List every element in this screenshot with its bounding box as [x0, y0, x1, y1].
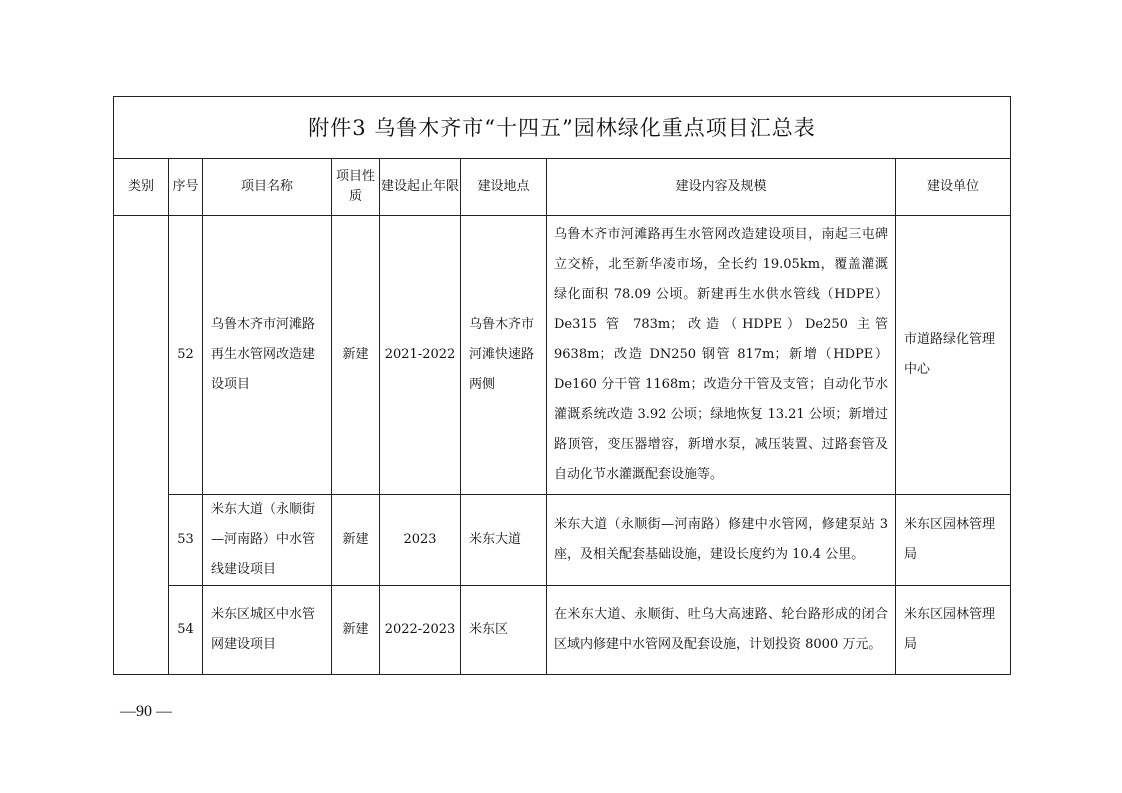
row-number: 54 [169, 586, 203, 675]
row-nature: 新建 [332, 495, 380, 586]
row-location: 米东区 [461, 586, 547, 675]
row-content: 在米东大道、永顺街、吐乌大高速路、轮台路形成的闭合区域内修建中水管网及配套设施，计划投资 8000 万元。 [547, 586, 896, 675]
row-number: 52 [169, 216, 203, 495]
category-cell [114, 216, 169, 675]
header-period: 建设起止年限 [380, 159, 461, 216]
row-nature: 新建 [332, 586, 380, 675]
table-row [114, 495, 1011, 586]
table-header-row [114, 159, 1011, 216]
row-content: 米东大道（永顺街—河南路）修建中水管网，修建泵站 3 座，及相关配套基础设施，建设长度约为 10.4 公里。 [547, 495, 896, 586]
project-summary-sheet [113, 96, 1010, 675]
row-period: 2022-2023 [380, 586, 461, 675]
header-name: 项目名称 [203, 159, 332, 216]
row-project-name: 米东大道（永顺街—河南路）中水管线建设项目 [203, 495, 332, 586]
row-project-name: 米东区城区中水管网建设项目 [203, 586, 332, 675]
header-number: 序号 [169, 159, 203, 216]
table-title: 附件3 乌鲁木齐市“十四五”园林绿化重点项目汇总表 [114, 97, 1011, 159]
header-category: 类别 [114, 159, 169, 216]
project-summary-table [113, 96, 1011, 675]
row-period: 2021-2022 [380, 216, 461, 495]
row-number: 53 [169, 495, 203, 586]
page-number: —90 — [120, 703, 172, 720]
row-nature: 新建 [332, 216, 380, 495]
row-location: 米东大道 [461, 495, 547, 586]
row-project-name: 乌鲁木齐市河滩路再生水管网改造建设项目 [203, 216, 332, 495]
row-unit: 米东区园林管理局 [896, 495, 1011, 586]
row-unit: 米东区园林管理局 [896, 586, 1011, 675]
table-row [114, 216, 1011, 495]
table-row [114, 586, 1011, 675]
row-period: 2023 [380, 495, 461, 586]
header-content: 建设内容及规模 [547, 159, 896, 216]
header-location: 建设地点 [461, 159, 547, 216]
header-unit: 建设单位 [896, 159, 1011, 216]
row-content: 乌鲁木齐市河滩路再生水管网改造建设项目，南起三屯碑立交桥，北至新华凌市场，全长约 19.05km，覆盖灌溉绿化面积 78.09 公顷。新建再生水供水管线（HDPE）De315 管 783m；改造（HDPE）De250 主管 9638m；改造 DN250 钢管 817m；新增（HDPE）De160 分干管 1168m；改造分干管及支管；自动化节水灌溉系统改造 3.92 公顷；绿地恢复 13.21 公顷；新增过路顶管，变压器增容，新增水泵，减压装置、过路套管及自动化节水灌溉配套设施等。 [547, 216, 896, 495]
row-location: 乌鲁木齐市河滩快速路两侧 [461, 216, 547, 495]
header-nature: 项目性质 [332, 159, 380, 216]
row-unit: 市道路绿化管理中心 [896, 216, 1011, 495]
